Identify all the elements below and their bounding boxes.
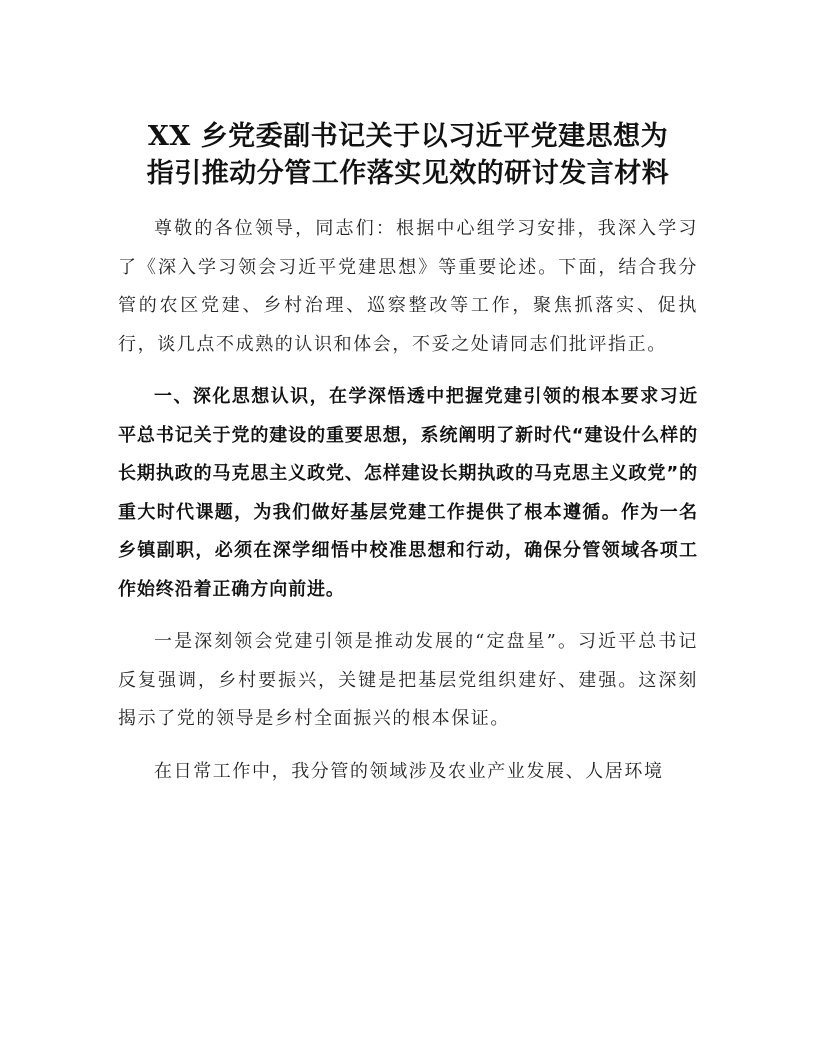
title-line-2: 指引推动分管工作落实见效的研讨发言材料	[146, 158, 670, 189]
paragraph-greeting: 尊敬的各位领导，同志们：根据中心组学习安排，我深入学习了《深入学习领会习近平党建思想》等重要论述。下面，结合我分管的农区党建、乡村治理、巡察整改等工作，聚焦抓落实、促执行，谈几点不成熟的认识和体会，不妥之处请同志们批评指正。	[118, 218, 698, 355]
document-body	[118, 118, 698, 805]
document-title	[118, 118, 698, 192]
paragraph-daily-work: 在日常工作中，我分管的领域涉及农业产业发展、人居环境	[154, 760, 664, 782]
title-line-1: XX 乡党委副书记关于以习近平党建思想为	[147, 121, 669, 152]
paragraph-section-one-heading: 一、深化思想认识，在学深悟透中把握党建引领的根本要求习近平总书记关于党的建设的重要思想，系统阐明了新时代“建设什么样的长期执政的马克思主义政党、怎样建设长期执政的马克思主义政党”的重大时代课题，为我们做好基层党建工作提供了根本遵循。作为一名乡镇副职，必须在深学细悟中校准思想和行动，确保分管领域各项工作始终沿着正确方向前进。	[118, 386, 698, 600]
paragraph-point-one: 一是深刻领会党建引领是推动发展的“定盘星”。习近平总书记反复强调，乡村要振兴，关键是把基层党组织建好、建强。这深刻揭示了党的领导是乡村全面振兴的根本保证。	[118, 631, 698, 729]
